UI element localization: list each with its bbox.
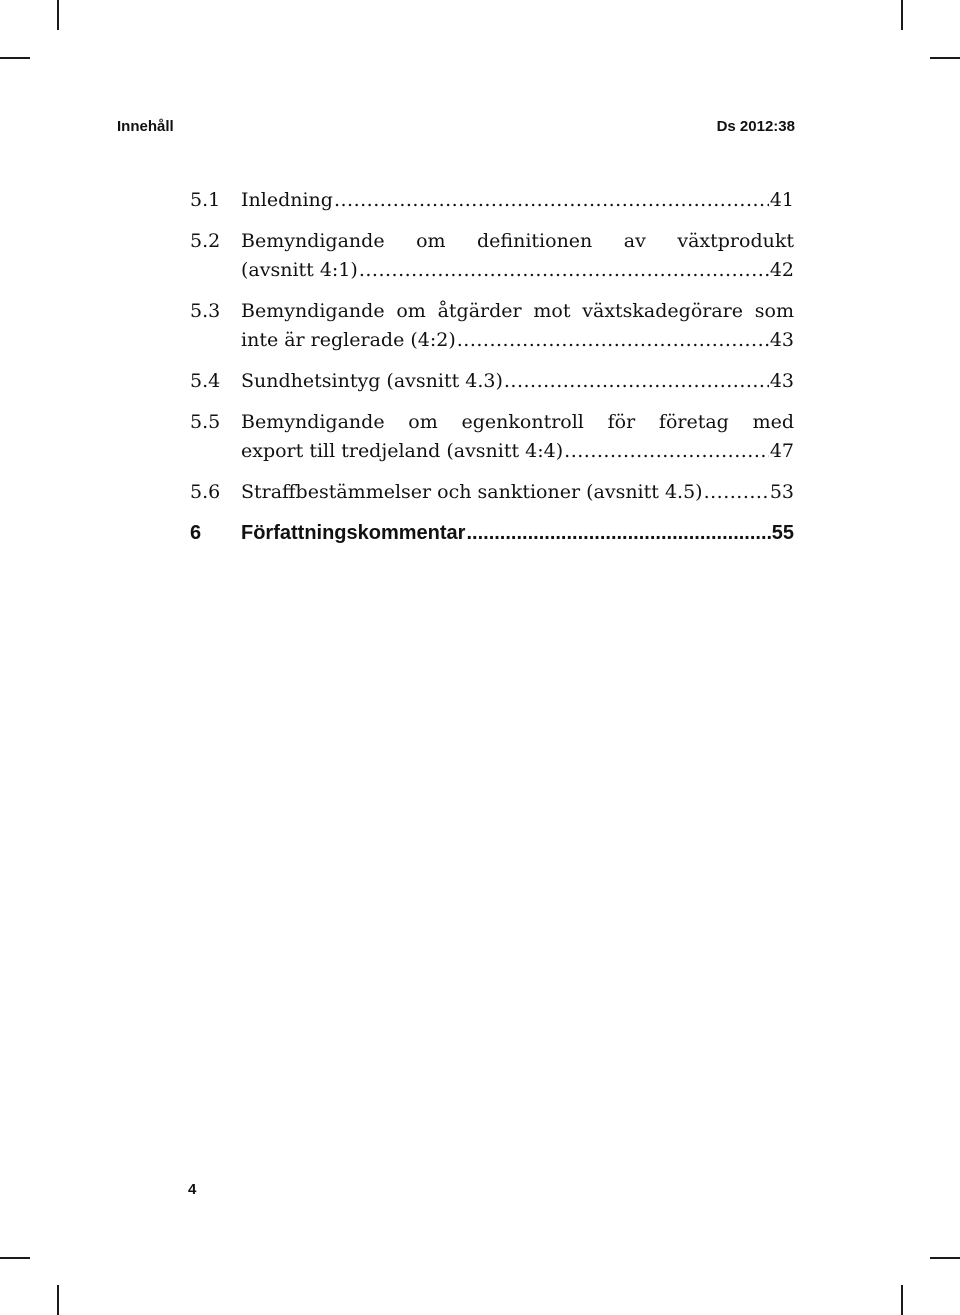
page-number: 4: [188, 1181, 197, 1198]
toc-entry-5-5[interactable]: [190, 408, 794, 466]
toc-entry-page: 47: [769, 440, 794, 462]
leader-dots: [704, 478, 769, 507]
crop-mark-bottom-right-h: [930, 1257, 960, 1259]
crop-mark-bottom-left: [57, 1285, 59, 1315]
toc-chapter-number: 6: [190, 522, 202, 544]
toc-chapter-page: 55: [771, 522, 794, 544]
leader-dots: [359, 256, 769, 285]
toc-entry-5-1[interactable]: [190, 186, 794, 215]
running-header-right: Ds 2012:38: [716, 118, 795, 135]
toc-chapter-6[interactable]: [190, 519, 794, 548]
toc-entry-number: 5.5: [190, 411, 221, 433]
leader-dots: [466, 519, 770, 548]
toc-entry-label-line-2: inte är reglerade (4:2): [241, 329, 456, 351]
toc-entry-label: Straffbestämmelser och sanktioner (avsnitt 4.5): [241, 481, 703, 503]
toc-entry-label-line-2: (avsnitt 4:1): [241, 259, 358, 281]
toc-entry-5-4[interactable]: [190, 367, 794, 396]
toc-entry-label-line-2: export till tredjeland (avsnitt 4:4): [241, 440, 564, 462]
toc-entry-page: 53: [769, 481, 794, 503]
leader-dots: [457, 326, 769, 355]
toc-entry-5-3[interactable]: [190, 297, 794, 355]
toc-entry-5-6[interactable]: [190, 478, 794, 507]
leader-dots: [504, 367, 769, 396]
crop-mark-bottom-left-h: [0, 1257, 30, 1259]
toc-entry-page: 43: [769, 329, 794, 351]
toc-entry-label-line-1: Bemyndigande om åtgärder mot växtskadegörare som: [241, 300, 794, 322]
toc-entry-label-line-1: Bemyndigande om egenkontroll för företag med: [241, 411, 794, 433]
toc-chapter-label: Författningskommentar: [241, 522, 466, 544]
toc-entry-number: 5.3: [190, 300, 221, 322]
toc-entry-number: 5.6: [190, 481, 221, 503]
leader-dots: [334, 186, 769, 215]
toc-entry-page: 42: [769, 259, 794, 281]
toc-entry-number: 5.4: [190, 370, 221, 392]
running-header-left: Innehåll: [117, 118, 174, 135]
toc-entry-label-line-1: Bemyndigande om definitionen av växtprodukt: [241, 230, 794, 252]
leader-dots: [564, 437, 769, 466]
toc-entry-label: Sundhetsintyg (avsnitt 4.3): [241, 370, 503, 392]
crop-mark-top-right-h: [930, 57, 960, 59]
toc-entry-number: 5.2: [190, 230, 221, 252]
toc-entry-page: 43: [769, 370, 794, 392]
crop-mark-top-left-h: [0, 57, 30, 59]
table-of-contents: [190, 186, 794, 560]
toc-entry-label: Inledning: [241, 189, 333, 211]
crop-mark-top-right: [901, 0, 903, 30]
toc-entry-number: 5.1: [190, 189, 221, 211]
crop-mark-top-left: [57, 0, 59, 30]
toc-entry-5-2[interactable]: [190, 227, 794, 285]
crop-mark-bottom-right: [901, 1285, 903, 1315]
toc-entry-page: 41: [769, 189, 794, 211]
